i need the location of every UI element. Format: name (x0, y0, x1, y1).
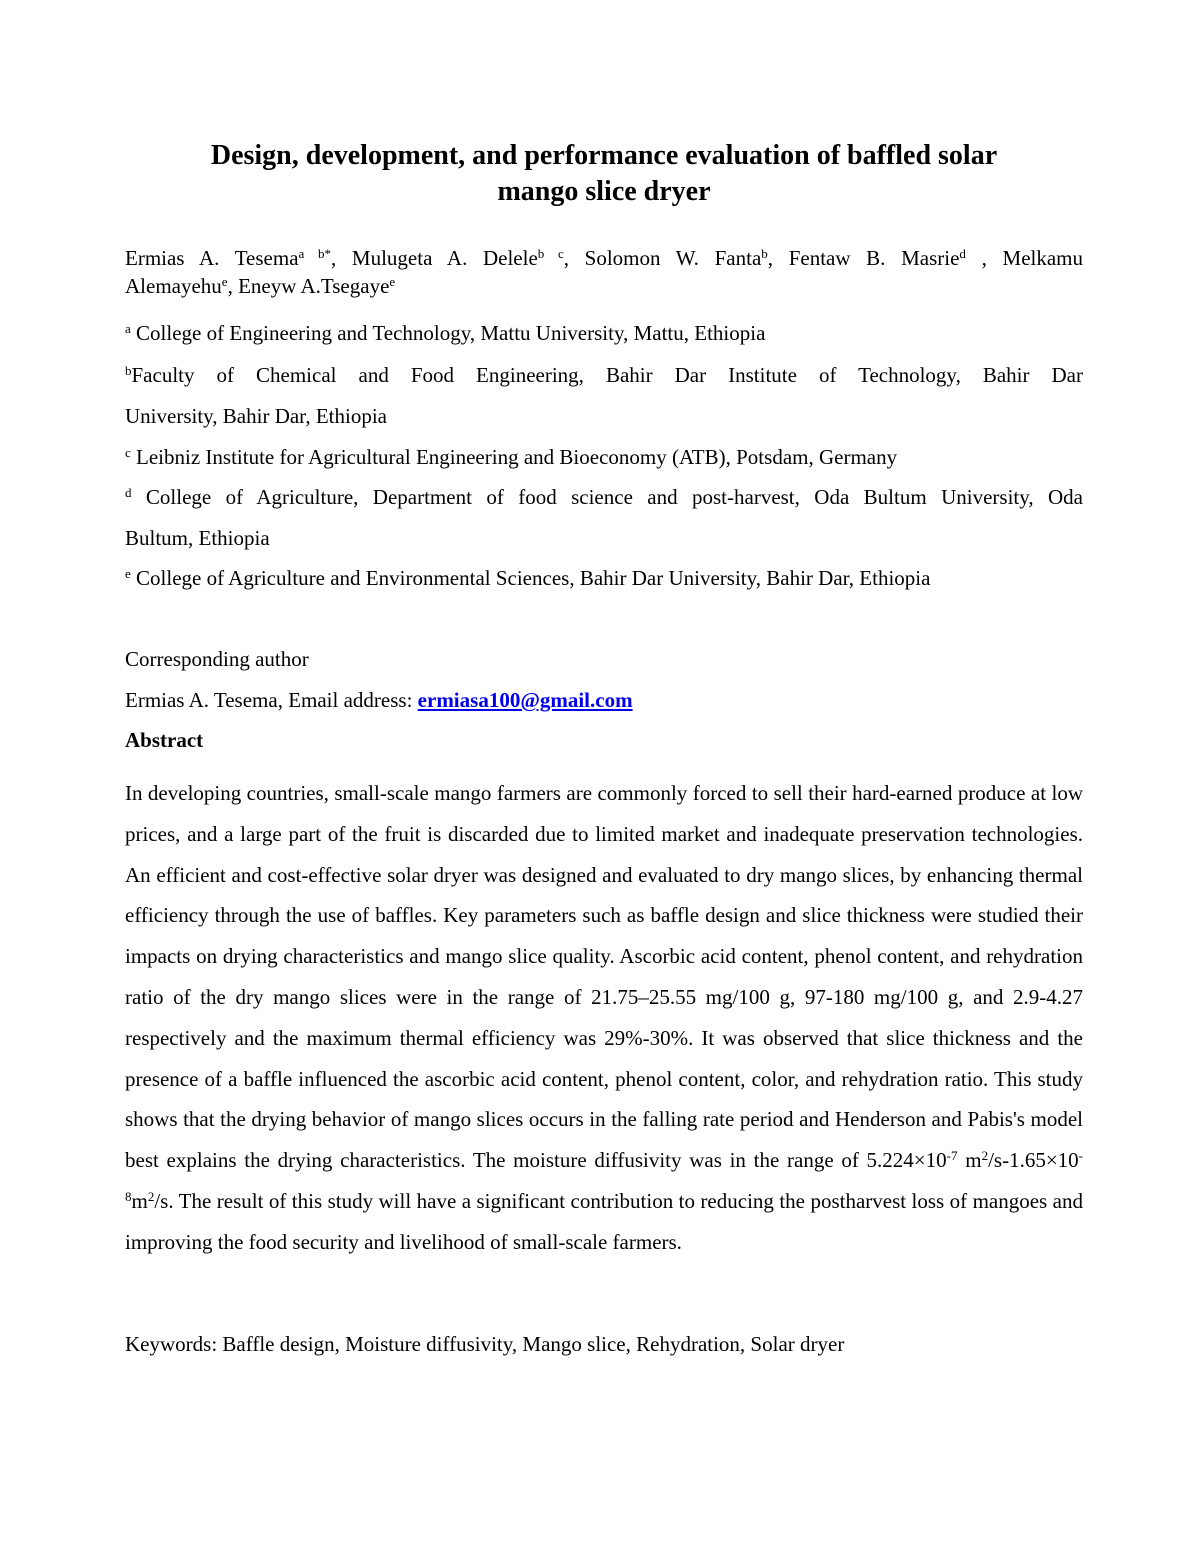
paper-title (125, 138, 1083, 210)
affiliation-d-line-1 (125, 477, 1083, 518)
affiliation-a (125, 313, 1083, 354)
affiliation-c (125, 437, 1083, 478)
affiliation-mark: d (125, 485, 132, 500)
abstract-text: In developing countries, small-scale mango farmers are commonly forced to sell their hard-earned produce at low prices, and a large part of the fruit is discarded due to limited market and inadequate preservation technologies. An efficient and cost-effective solar dryer was designed and evaluated to dry mango slices, by enhancing thermal efficiency through the use of baffles. Key parameters such as baffle design and slice thickness were studied their impacts on drying characteristics and mango slice quality. Ascorbic acid content, phenol content, and rehydration ratio of the dry mango slices were in the range of 21.75–25.55 mg/100 g, 97-180 mg/100 g, and 2.9-4.27 respectively and the maximum thermal efficiency was 29%-30%. It was observed that slice thickness and the presence of a baffle influenced the ascorbic acid content, phenol content, color, and rehydration ratio. This study shows that the drying behavior of mango slices occurs in the falling rate period and Henderson and Pabis's model best explains the drying characteristics. The moisture diffusivity was in the range of 5.224×10 (125, 781, 1083, 1173)
author-name-part: Melkamu (1002, 246, 1083, 270)
author-name: Mulugeta A. Delele (351, 246, 538, 270)
affiliation-text: University, Bahir Dar, Ethiopia (125, 404, 387, 428)
exponent: -8 (125, 1148, 1083, 1204)
affiliation-b-line-1 (125, 355, 1083, 396)
affiliation-text: College of Engineering and Technology, Mattu University, Mattu, Ethiopia (136, 321, 766, 345)
exponent: -7 (946, 1148, 958, 1164)
affiliation-mark: c (125, 445, 131, 460)
corresponding-author-line (125, 680, 1083, 721)
corresponding-author-label: Corresponding author (125, 647, 309, 671)
affiliation-d-line-2 (125, 518, 1083, 559)
affiliation-mark: b (125, 363, 132, 378)
affiliation-b-line-2 (125, 396, 1083, 437)
abstract-text: /s-1.65×10 (988, 1148, 1079, 1173)
exponent: 2 (981, 1148, 989, 1164)
corresponding-author-prefix: Ermias A. Tesema, Email address: (125, 688, 418, 712)
email-link[interactable]: ermiasa100@gmail.com (417, 688, 633, 712)
affiliation-text: Leibniz Institute for Agricultural Engineering and Bioeconomy (ATB), Potsdam, Germany (136, 445, 898, 469)
affiliation-text: Faculty of Chemical and Food Engineering, Bahir Dar Institute of Technology, Bahir Dar (131, 363, 1083, 387)
affiliation-text: College of Agriculture, Department of food science and post-harvest, Oda Bultum University, Oda (145, 485, 1084, 509)
author-affiliation-mark: b (761, 246, 768, 261)
author-name: Fentaw B. Masrie (788, 246, 960, 270)
affiliation-text: Bultum, Ethiopia (125, 526, 270, 550)
affiliation-text: College of Agriculture and Environmental Sciences, Bahir Dar University, Bahir Dar, Ethiopia (136, 566, 931, 590)
author-list-line-1: Ermias A. Tesema$^{a b*}$, Mulugeta A. Delele$^{b c}$, Solomon W. Fanta$^b$, Fentaw B. Masrie$^d$ , Melkamu (125, 246, 1083, 270)
author-name: Ermias A. Tesema (125, 246, 299, 270)
abstract-body (125, 773, 1083, 1263)
keywords: Keywords: Baffle design, Moisture diffusivity, Mango slice, Rehydration, Solar dryer (125, 1332, 845, 1356)
author-affiliation-mark: b c (537, 246, 564, 261)
author-list-line-2: Alemayehu$^e$, Eneyw A.Tsegaye$^e$ (125, 274, 396, 298)
abstract-text: m (957, 1148, 982, 1173)
title-line-1: Design, development, and performance evaluation of baffled solar (210, 140, 998, 171)
author-name: Solomon W. Fanta (584, 246, 762, 270)
author-name-part: Alemayehu (125, 274, 222, 298)
author-affiliation-mark: a b* (298, 246, 331, 261)
author-affiliation-mark: e (389, 274, 396, 289)
affiliation-mark: e (125, 566, 131, 581)
affiliation-e (125, 558, 1083, 599)
author-name: Eneyw A.Tsegaye (238, 274, 390, 298)
exponent: 2 (147, 1188, 155, 1204)
abstract-text: /s. The result of this study will have a significant contribution to reducing the postharvest loss of mangoes and improving the food security and livelihood of small-scale farmers. (125, 1188, 1083, 1254)
author-affiliation-mark: e (221, 274, 228, 289)
title-line-2: mango slice dryer (497, 176, 711, 207)
abstract-heading: Abstract (125, 728, 204, 752)
affiliation-mark: a (125, 321, 131, 336)
abstract-text: m (131, 1188, 148, 1213)
author-affiliation-mark: d (959, 246, 966, 261)
